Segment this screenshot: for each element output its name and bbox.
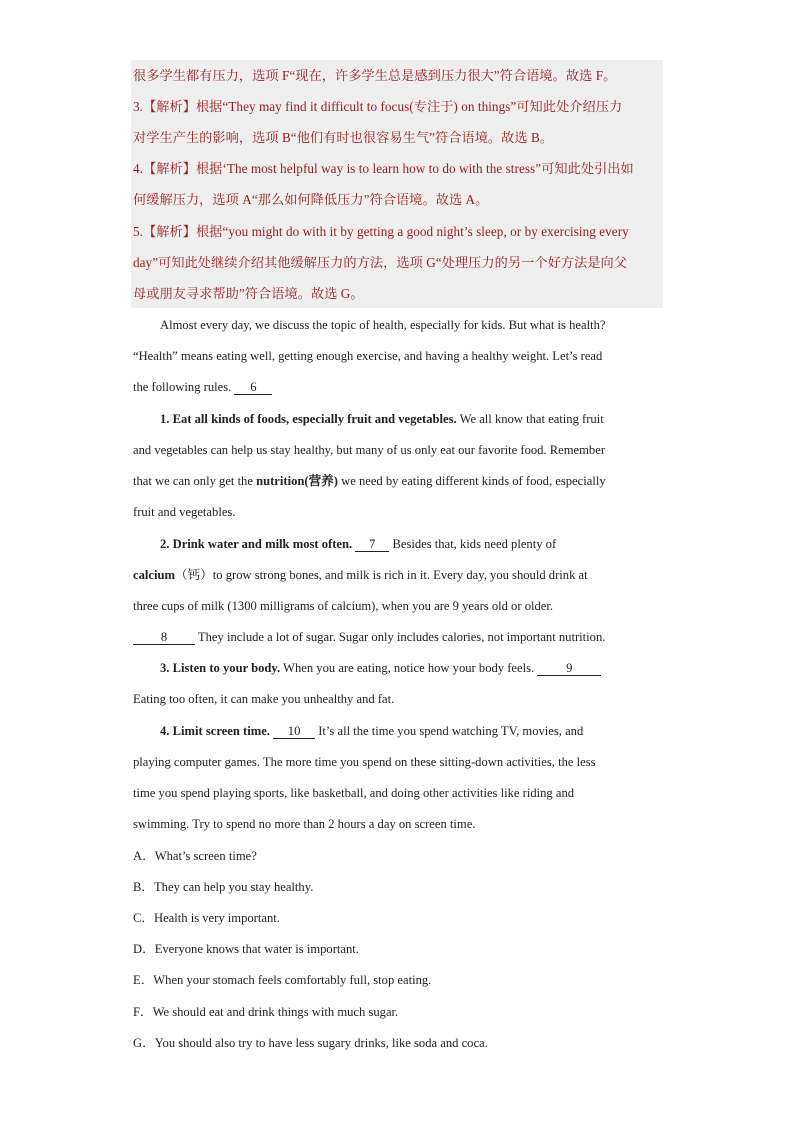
- passage-line: Eating too often, it can make you unhealthy and fat.: [133, 692, 395, 706]
- blank-10[interactable]: 10: [273, 724, 315, 739]
- passage-line: “Health” means eating well, getting enough exercise, and having a healthy weight. Let’s read: [133, 349, 603, 363]
- rule-4-title: 4. Limit screen time.: [160, 724, 274, 738]
- analysis-line: 母或朋友寻求帮助”符合语境。故选 G。: [133, 286, 364, 301]
- passage-text: that we can only get the: [133, 474, 257, 488]
- passage-line: [133, 472, 606, 490]
- option-c: C．Health is very important.: [133, 911, 280, 925]
- passage-line: and vegetables can help us stay healthy, but many of us only eat our favorite food. Remember: [133, 443, 606, 457]
- passage-line: playing computer games. The more time you spend on these sitting-down activities, the less: [133, 755, 596, 769]
- passage-line: [160, 722, 583, 740]
- passage-line: [133, 566, 588, 584]
- passage-line: three cups of milk (1300 milligrams of calcium), when you are 9 years old or older.: [133, 599, 554, 613]
- nutrition-term: nutrition(营养): [256, 474, 338, 488]
- rule-1-title: 1. Eat all kinds of foods, especially fruit and vegetables.: [160, 412, 457, 426]
- option-e: E．When your stomach feels comfortably full, stop eating.: [133, 973, 432, 987]
- option-a: A．What’s screen time?: [133, 849, 257, 863]
- blank-9[interactable]: 9: [537, 661, 601, 676]
- passage-text: Besides that, kids need plenty of: [389, 537, 557, 551]
- passage-line: [160, 659, 601, 677]
- passage-line: [133, 628, 605, 646]
- option-f: F．We should eat and drink things with much sugar.: [133, 1005, 399, 1019]
- option-g: G．You should also try to have less sugary drinks, like soda and coca.: [133, 1036, 488, 1050]
- analysis-line: 3.【解析】根据“They may find it difficult to focus(专注于) on things”可知此处介绍压力: [133, 99, 623, 114]
- analysis-line: 4.【解析】根据‘The most helpful way is to learn how to do with the stress”可知此处引出如: [133, 161, 634, 176]
- answer-analysis-block: [131, 60, 663, 308]
- blank-7[interactable]: 7: [355, 537, 389, 552]
- analysis-line: 很多学生都有压力，选项 F“现在，许多学生总是感到压力很大”符合语境。故选 F。: [133, 68, 617, 83]
- passage-line: [160, 535, 556, 553]
- blank-8[interactable]: 8: [133, 630, 195, 645]
- option-d: D．Everyone knows that water is important.: [133, 942, 359, 956]
- blank-6[interactable]: 6: [234, 380, 272, 395]
- passage-text: we need by eating different kinds of food, especially: [337, 474, 606, 488]
- passage-line: Almost every day, we discuss the topic of health, especially for kids. But what is health?: [160, 318, 606, 332]
- rule-2-title: 2. Drink water and milk most often.: [160, 537, 356, 551]
- analysis-line: 5.【解析】根据“you might do with it by getting a good night’s sleep, or by exercising every: [133, 224, 629, 239]
- passage-text: It’s all the time you spend watching TV, movies, and: [315, 724, 584, 738]
- passage-text: We all know that eating fruit: [456, 412, 604, 426]
- passage-text: They include a lot of sugar. Sugar only includes calories, not important nutrition.: [195, 630, 606, 644]
- passage-line: [133, 378, 272, 396]
- rule-3-title: 3. Listen to your body.: [160, 661, 281, 675]
- passage-text: （钙）to grow strong bones, and milk is rich in it. Every day, you should drink at: [174, 568, 588, 582]
- passage-line: time you spend playing sports, like basketball, and doing other activities like riding and: [133, 786, 575, 800]
- passage-line: swimming. Try to spend no more than 2 hours a day on screen time.: [133, 817, 476, 831]
- analysis-line: day”可知此处继续介绍其他缓解压力的方法，选项 G“处理压力的另一个好方法是向父: [133, 255, 627, 270]
- passage-text: When you are eating, notice how your body feels.: [280, 661, 538, 675]
- analysis-line: 对学生产生的影响，选项 B“他们有时也很容易生气”符合语境。故选 B。: [133, 130, 554, 145]
- passage-line: fruit and vegetables.: [133, 505, 236, 519]
- passage-text: the following rules.: [133, 380, 235, 394]
- option-b: B．They can help you stay healthy.: [133, 880, 314, 894]
- passage-line: [160, 410, 604, 428]
- analysis-line: 何缓解压力，选项 A“那么如何降低压力”符合语境。故选 A。: [133, 192, 489, 207]
- calcium-term: calcium: [133, 568, 175, 582]
